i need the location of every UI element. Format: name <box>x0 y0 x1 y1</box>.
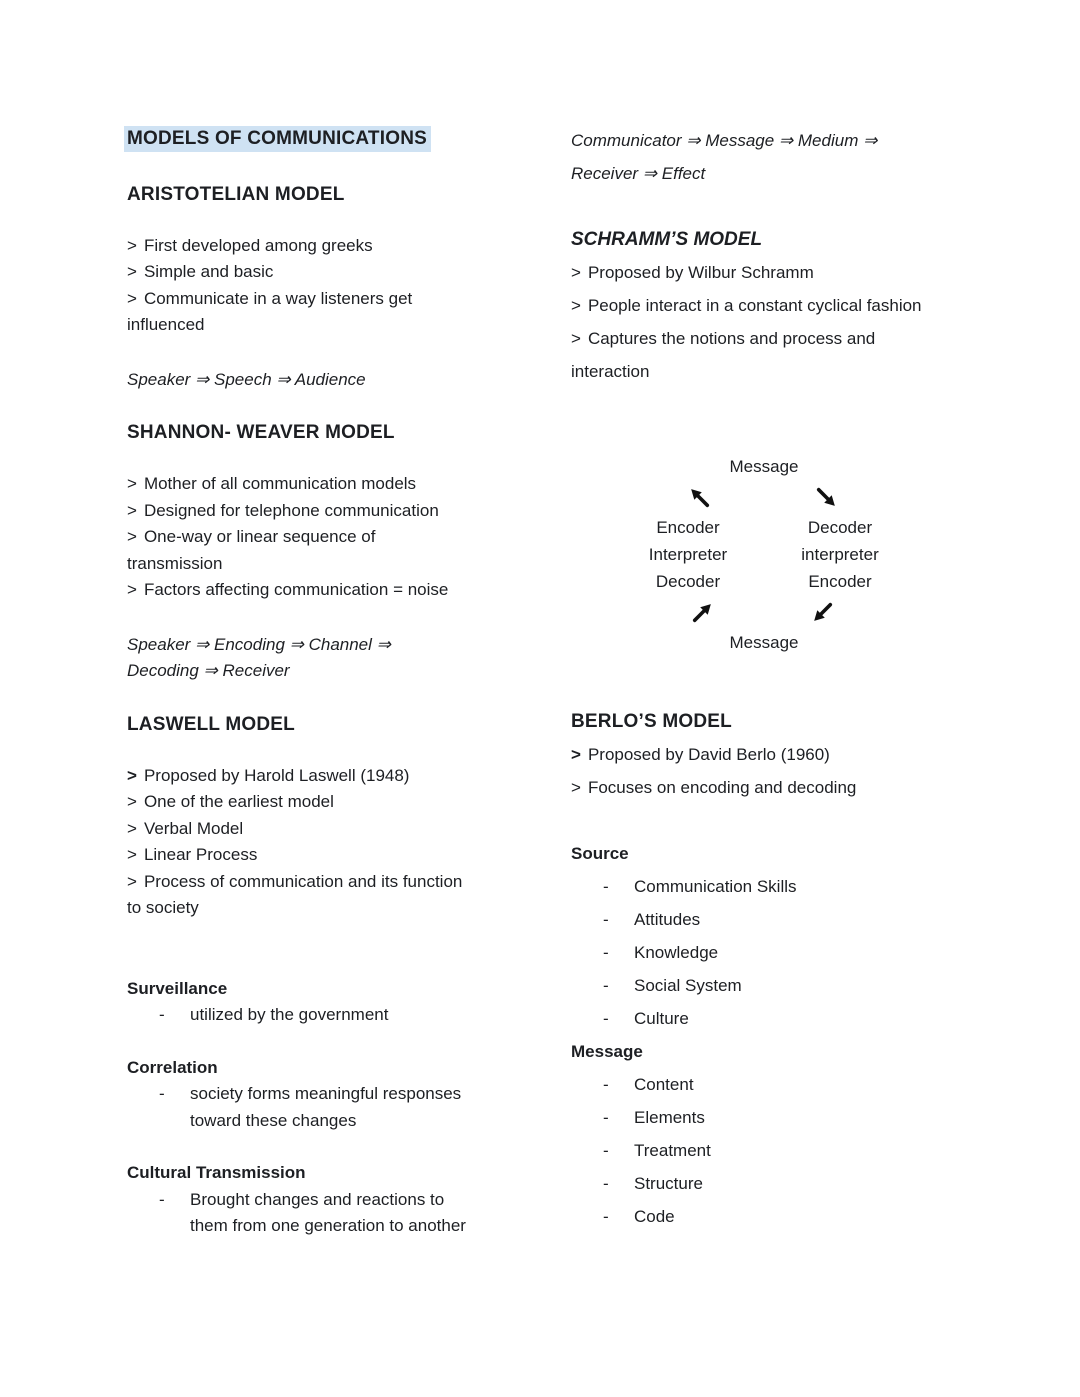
bullet-marker: > <box>571 778 581 797</box>
list-item-text: Attitudes <box>634 910 701 929</box>
list-item <box>571 969 923 1002</box>
bullet-marker: > <box>127 527 137 546</box>
bullet-line <box>571 322 923 388</box>
dash-marker: - <box>603 1174 609 1193</box>
diagram-box-line: Decoder <box>655 572 721 591</box>
laswell-bullet-list <box>127 763 472 922</box>
list-item <box>571 1101 923 1134</box>
bullet-marker: > <box>127 474 137 493</box>
list-item-text: Culture <box>634 1009 689 1028</box>
function-term: Correlation <box>127 1057 218 1077</box>
bullet-marker: > <box>127 500 137 520</box>
dash-marker: - <box>603 877 609 896</box>
function-term: Cultural Transmission <box>127 1163 306 1182</box>
list-item <box>571 903 923 936</box>
section-berlo <box>571 705 923 1233</box>
dash-marker: - <box>603 943 609 962</box>
function-item <box>127 1160 472 1240</box>
bullet-text: Mother of all communication models <box>143 474 417 493</box>
left-column <box>127 126 472 1240</box>
bullet-marker: > <box>571 745 581 764</box>
diagram-message-bottom: Message <box>729 633 799 652</box>
schramm-bullet-list <box>571 256 923 388</box>
section-shannon-weaver <box>127 421 472 685</box>
diagram-right-box <box>780 514 900 595</box>
list-item <box>571 1167 923 1200</box>
shannon-bullet-list <box>127 471 472 604</box>
bullet-marker: > <box>571 263 581 282</box>
bullet-marker: > <box>127 262 137 281</box>
dash-marker: - <box>159 1189 165 1209</box>
dash-marker: - <box>603 1075 609 1094</box>
bullet-line <box>127 259 472 286</box>
bullet-marker: > <box>127 792 137 811</box>
dash-marker: - <box>159 1084 165 1103</box>
shannon-flow: Speaker ⇒ Encoding ⇒ Channel ⇒ Decoding ⇒ Receiver <box>127 634 391 680</box>
function-item <box>127 1055 472 1135</box>
aristotelian-extended-flow: Communicator ⇒ Message ⇒ Medium ⇒ Receiver ⇒ Effect <box>571 131 878 183</box>
bullet-marker: > <box>127 871 137 891</box>
section-schramm <box>571 223 923 388</box>
list-item-text: Knowledge <box>634 943 719 962</box>
bullet-marker: > <box>127 818 137 838</box>
bullet-text: One-way or linear sequence of transmission <box>127 527 376 573</box>
dash-marker: - <box>603 1141 609 1160</box>
diagram-box-line: interpreter <box>801 545 879 564</box>
berlo-heading: BERLO’S MODEL <box>571 711 732 732</box>
list-item <box>571 936 923 969</box>
bullet-line <box>127 498 472 525</box>
arrow-down-right-icon <box>814 485 839 510</box>
function-term: Surveillance <box>127 978 228 998</box>
list-item-text: Content <box>634 1075 694 1094</box>
diagram-boxes-row <box>599 514 929 595</box>
diagram-box-line: Interpreter <box>648 545 728 564</box>
bullet-marker: > <box>127 765 137 785</box>
arrow-up-right-icon <box>690 600 715 625</box>
bullet-text: First developed among greeks <box>143 235 373 255</box>
list-item <box>571 870 923 903</box>
diagram-message-top: Message <box>729 457 799 476</box>
aristotelian-bullet-list <box>127 233 472 339</box>
bullet-line <box>127 471 472 498</box>
diagram-box-line: Encoder <box>656 518 720 537</box>
message-items-list <box>571 1068 923 1233</box>
diagram-left-box <box>628 514 748 595</box>
arrow-down-left-icon <box>810 600 835 625</box>
source-label: Source <box>571 844 629 863</box>
berlo-bullet-list <box>571 738 923 804</box>
schramm-cycle-diagram <box>599 453 929 656</box>
function-desc: society forms meaningful responses toward these changes <box>190 1084 462 1130</box>
diagram-arrow-row-bottom <box>599 595 929 629</box>
list-item <box>571 1134 923 1167</box>
arrow-up-left-icon <box>687 485 712 510</box>
bullet-line <box>127 842 472 869</box>
message-label: Message <box>571 1042 643 1061</box>
laswell-functions-list <box>127 976 472 1240</box>
list-item <box>571 1200 923 1233</box>
dash-marker: - <box>159 1005 165 1024</box>
bullet-line <box>127 233 472 260</box>
bullet-marker: > <box>127 288 137 308</box>
bullet-line <box>127 577 472 604</box>
function-desc-row <box>127 1187 472 1240</box>
bullet-marker: > <box>571 296 581 315</box>
list-item-text: Code <box>634 1207 675 1226</box>
bullet-text: One of the earliest model <box>143 792 334 811</box>
bullet-text: Proposed by Harold Laswell (1948) <box>143 765 410 785</box>
bullet-line <box>127 524 472 577</box>
dash-marker: - <box>603 1009 609 1028</box>
bullet-line <box>127 789 472 816</box>
dash-marker: - <box>603 976 609 995</box>
bullet-text: Proposed by David Berlo (1960) <box>587 745 830 764</box>
diagram-box-line: Decoder <box>807 518 873 537</box>
bullet-line <box>127 816 472 843</box>
dash-marker: - <box>603 1207 609 1226</box>
bullet-text: Captures the notions and process and interaction <box>571 329 876 381</box>
bullet-text: Factors affecting communication = noise <box>143 580 449 599</box>
source-items-list <box>571 870 923 1035</box>
page-title-row <box>127 126 472 153</box>
list-item-text: Communication Skills <box>634 877 797 896</box>
bullet-line <box>127 286 472 339</box>
bullet-line <box>571 289 923 322</box>
bullet-line <box>571 738 923 771</box>
diagram-box-line: Encoder <box>808 572 872 591</box>
berlo-body <box>571 837 923 1233</box>
right-column <box>571 124 923 1233</box>
bullet-line <box>571 256 923 289</box>
aristotelian-heading: ARISTOTELIAN MODEL <box>127 183 345 205</box>
bullet-text: Communicate in a way listeners get influenced <box>127 288 413 334</box>
function-desc-row <box>127 1081 472 1134</box>
function-desc: utilized by the government <box>190 1005 389 1024</box>
bullet-marker: > <box>127 235 137 255</box>
list-item <box>571 1068 923 1101</box>
page-title: MODELS OF COMMUNICATIONS <box>124 126 431 152</box>
dash-marker: - <box>603 1108 609 1127</box>
bullet-marker: > <box>127 845 137 864</box>
function-desc-row <box>127 1002 472 1029</box>
laswell-heading: LASWELL MODEL <box>127 713 295 735</box>
bullet-text: Simple and basic <box>143 262 274 281</box>
bullet-line <box>127 763 472 790</box>
bullet-line <box>571 771 923 804</box>
list-item-text: Social System <box>634 976 742 995</box>
function-desc: Brought changes and reactions to them from one generation to another <box>190 1189 466 1235</box>
section-aristotelian <box>127 183 472 394</box>
list-item-text: Structure <box>634 1174 703 1193</box>
shannon-heading: SHANNON- WEAVER MODEL <box>127 422 395 443</box>
bullet-text: Proposed by Wilbur Schramm <box>587 263 814 282</box>
bullet-marker: > <box>571 329 581 348</box>
list-item-text: Elements <box>634 1108 705 1127</box>
diagram-arrow-row-top <box>599 480 929 514</box>
bullet-text: Focuses on encoding and decoding <box>587 778 857 797</box>
function-item <box>127 976 472 1029</box>
schramm-heading: SCHRAMM’S MODEL <box>571 229 763 250</box>
bullet-text: Linear Process <box>143 845 258 864</box>
bullet-marker: > <box>127 580 137 599</box>
dash-marker: - <box>603 910 609 929</box>
bullet-line <box>127 869 472 922</box>
aristotelian-flow: Speaker ⇒ Speech ⇒ Audience <box>127 369 366 389</box>
bullet-text: Process of communication and its function to society <box>127 871 463 917</box>
section-laswell <box>127 713 472 1240</box>
bullet-text: People interact in a constant cyclical fashion <box>587 296 922 315</box>
list-item <box>571 1002 923 1035</box>
bullet-text: Verbal Model <box>143 818 244 838</box>
bullet-text: Designed for telephone communication <box>143 500 439 520</box>
list-item-text: Treatment <box>634 1141 711 1160</box>
